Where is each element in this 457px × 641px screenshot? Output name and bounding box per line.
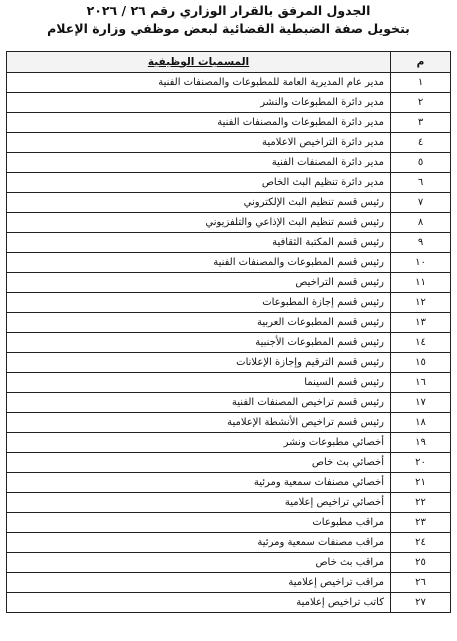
row-number: ٢: [391, 93, 451, 113]
job-title-cell: رئيس قسم إجازة المطبوعات: [7, 293, 391, 313]
row-number: ٤: [391, 133, 451, 153]
table-row: [7, 573, 451, 593]
job-title-cell: رئيس قسم تراخيص الأنشطة الإعلامية: [7, 413, 391, 433]
job-title-cell: مدير دائرة المطبوعات والنشر: [7, 93, 391, 113]
job-title-cell: مدير عام المديرية العامة للمطبوعات والمصنفات الفنية: [7, 73, 391, 93]
job-title-cell: أخصائي بث خاص: [7, 453, 391, 473]
table-body: [7, 73, 451, 613]
job-title-cell: رئيس قسم المطبوعات العربية: [7, 313, 391, 333]
row-number: ٢٠: [391, 453, 451, 473]
job-title-cell: رئيس قسم تنظيم البث الإلكتروني: [7, 193, 391, 213]
row-number: ١٠: [391, 253, 451, 273]
job-title-cell: رئيس قسم تراخيص المصنفات الفنية: [7, 393, 391, 413]
table-row: [7, 93, 451, 113]
table-row: [7, 533, 451, 553]
row-number: ٢٢: [391, 493, 451, 513]
job-title-cell: مراقب مطبوعات: [7, 513, 391, 533]
job-title-cell: مدير دائرة تنظيم البث الخاص: [7, 173, 391, 193]
table-row: [7, 553, 451, 573]
column-header-job-title-text: المسميات الوظيفية: [147, 55, 250, 68]
row-number: ١٩: [391, 433, 451, 453]
table-row: [7, 193, 451, 213]
row-number: ٨: [391, 213, 451, 233]
table-header-row: [7, 52, 451, 73]
table-row: [7, 413, 451, 433]
table-row: [7, 333, 451, 353]
table-row: [7, 213, 451, 233]
job-title-cell: مدير دائرة المطبوعات والمصنفات الفنية: [7, 113, 391, 133]
header-line-1: الجدول المرفق بالقرار الوزاري رقم ٢٦ / ٢٠٢٦: [86, 3, 371, 18]
table-row: [7, 473, 451, 493]
table-row: [7, 353, 451, 373]
table-row: [7, 173, 451, 193]
row-number: ١٦: [391, 373, 451, 393]
job-title-cell: رئيس قسم المكتبة الثقافية: [7, 233, 391, 253]
row-number: ١: [391, 73, 451, 93]
row-number: ١٣: [391, 313, 451, 333]
row-number: ١٥: [391, 353, 451, 373]
row-number: ١٧: [391, 393, 451, 413]
row-number: ٢٦: [391, 573, 451, 593]
job-title-cell: أخصائي مطبوعات ونشر: [7, 433, 391, 453]
job-title-cell: رئيس قسم المطبوعات الأجنبية: [7, 333, 391, 353]
row-number: ٥: [391, 153, 451, 173]
row-number: ٢٧: [391, 593, 451, 613]
row-number: ١٨: [391, 413, 451, 433]
row-number: ٢١: [391, 473, 451, 493]
table-row: [7, 73, 451, 93]
row-number: ٢٥: [391, 553, 451, 573]
job-title-cell: مدير دائرة المصنفات الفنية: [7, 153, 391, 173]
job-titles-table-container: [6, 51, 451, 613]
job-title-cell: مدير دائرة التراخيص الاعلامية: [7, 133, 391, 153]
table-row: [7, 373, 451, 393]
row-number: ١١: [391, 273, 451, 293]
table-row: [7, 133, 451, 153]
table-row: [7, 113, 451, 133]
table-row: [7, 513, 451, 533]
header-line-2: بتخويل صفة الضبطية القضائية لبعض موظفي وزارة الإعلام: [47, 21, 410, 36]
table-row: [7, 253, 451, 273]
table-row: [7, 433, 451, 453]
row-number: ١٤: [391, 333, 451, 353]
table-row: [7, 313, 451, 333]
job-title-cell: كاتب تراخيص إعلامية: [7, 593, 391, 613]
job-title-cell: رئيس قسم التراخيص: [7, 273, 391, 293]
table-row: [7, 393, 451, 413]
row-number: ١٢: [391, 293, 451, 313]
table-row: [7, 273, 451, 293]
job-titles-table: [6, 51, 451, 613]
row-number: ٢٣: [391, 513, 451, 533]
job-title-cell: رئيس قسم الترقيم وإجازة الإعلانات: [7, 353, 391, 373]
job-title-cell: مراقب مصنفات سمعية ومرئية: [7, 533, 391, 553]
table-row: [7, 233, 451, 253]
job-title-cell: رئيس قسم المطبوعات والمصنفات الفنية: [7, 253, 391, 273]
table-row: [7, 293, 451, 313]
table-row: [7, 493, 451, 513]
column-header-number: م: [391, 52, 451, 73]
job-title-cell: مراقب بث خاص: [7, 553, 391, 573]
job-title-cell: أخصائي مصنفات سمعية ومرئية: [7, 473, 391, 493]
row-number: ٩: [391, 233, 451, 253]
row-number: ٦: [391, 173, 451, 193]
job-title-cell: أخصائي تراخيص إعلامية: [7, 493, 391, 513]
column-header-job-title: [7, 52, 391, 73]
row-number: ٧: [391, 193, 451, 213]
table-row: [7, 153, 451, 173]
job-title-cell: رئيس قسم السينما: [7, 373, 391, 393]
row-number: ٣: [391, 113, 451, 133]
job-title-cell: رئيس قسم تنظيم البث الإذاعي والتلفزيوني: [7, 213, 391, 233]
table-row: [7, 453, 451, 473]
table-row: [7, 593, 451, 613]
row-number: ٢٤: [391, 533, 451, 553]
job-title-cell: مراقب تراخيص إعلامية: [7, 573, 391, 593]
document-header: [8, 2, 449, 42]
